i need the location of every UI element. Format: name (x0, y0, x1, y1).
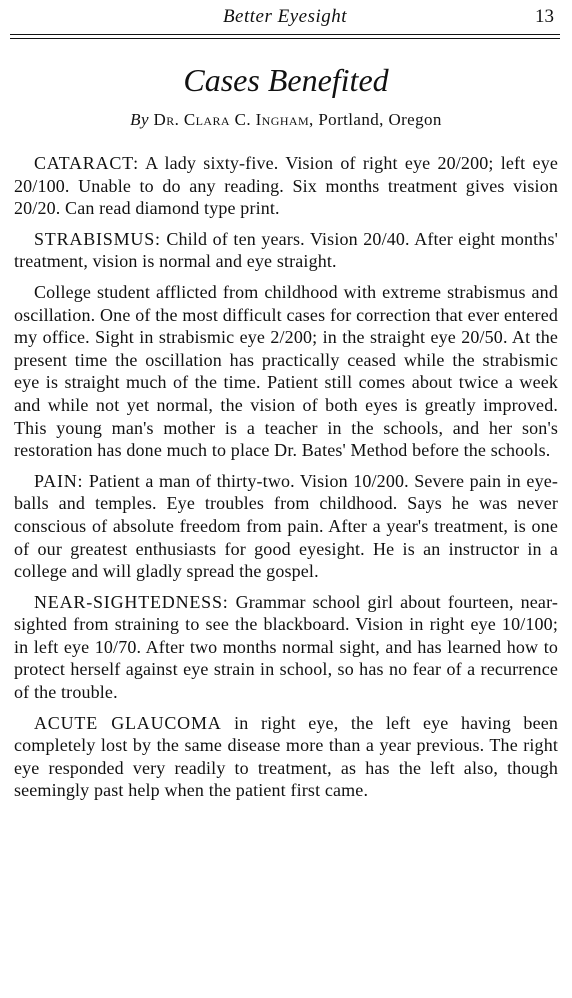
paragraph-lead: STRABISMUS: (34, 228, 161, 249)
page-number: 13 (535, 6, 554, 27)
byline-author: Dr. Clara C. Ingham (153, 110, 310, 129)
paragraph-college-student (14, 281, 558, 462)
paragraph-near-sightedness (14, 591, 558, 704)
paragraph-text: in right eye, the left eye having been completely lost by the same disease more than a year previous. The right eye responded very readily to treatment, as has the left also, though seemingly past help when the patient first came. (14, 712, 558, 801)
paragraph-lead: CATARACT: (34, 153, 139, 173)
paragraph-strabismus (14, 228, 558, 273)
byline-by: By (130, 110, 149, 129)
byline-place: , Portland, Oregon (309, 110, 442, 129)
paragraph-lead: NEAR-SIGHTEDNESS: (34, 591, 229, 612)
paragraph-cataract (14, 152, 558, 220)
paragraph-text: Grammar school girl about fourteen, near-sighted from straining to see the blackboard. Vision in right eye 10/100; in left eye 10/70. After two months normal sight, and has learned how to protect herself against eye strain in school, so has no fear of a recurrence of the trouble. (14, 591, 558, 703)
paragraph-lead: ACUTE GLAUCOMA (34, 712, 222, 733)
paragraph-text: A lady sixty-five. Vision of right eye 20/200; left eye 20/100. Unable to do any reading. Six months treatment gives vision 20/20. Can read diamond type print. (14, 153, 558, 219)
paragraph-pain (14, 470, 558, 583)
paragraph-acute-glaucoma (14, 712, 558, 802)
header-rule-bottom (10, 38, 560, 39)
paragraph-text: Child of ten years. Vision 20/40. After eight months' treatment, vision is normal and eye straight. (14, 228, 558, 272)
paragraph-text: College student afflicted from childhood with extreme strabismus and oscillation. One of the most difficult cases for correction that ever entered my office. Sight in strabismic eye 2/200; in the straight eye 20/50. At the present time the oscillation has practically ceased while the strabismic eye is straight much of the time. Patient still comes about twice a week and while not yet normal, the vision of both eyes is greatly improved. This young man's mother is a teacher in the schools, and her son's restoration has done much to place Dr. Bates' Method before the schools. (14, 281, 558, 461)
header-rule-top (10, 34, 560, 35)
paragraph-text: Patient a man of thirty-two. Vision 10/200. Severe pain in eye-balls and temples. Eye troubles from childhood. Says he was never conscious of absolute freedom from pain. After a year's treatment, is one of our greatest enthusiasts for good eyesight. He is an instructor in a college and will gladly spread the gospel. (14, 470, 558, 582)
byline (0, 110, 572, 130)
article-body (14, 152, 558, 810)
article-title: Cases Benefited (183, 62, 389, 98)
page-header (10, 6, 560, 30)
paragraph-lead: PAIN: (34, 470, 84, 491)
running-title: Better Eyesight (222, 6, 348, 27)
